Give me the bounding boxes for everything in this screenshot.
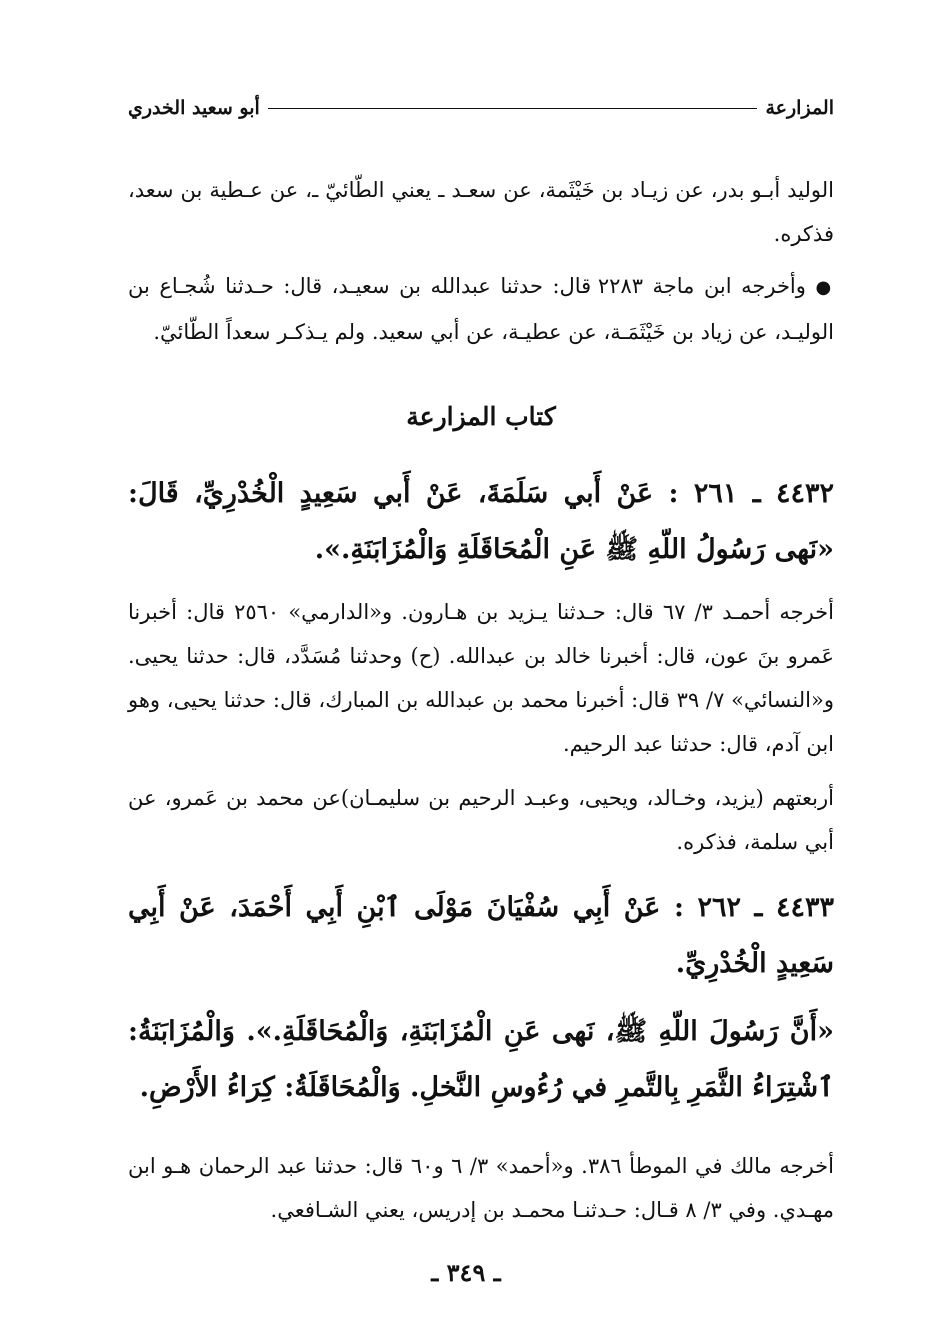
hadith-4433-matn xyxy=(128,1004,834,1116)
header-rule xyxy=(268,108,758,109)
paragraph-text: أخرجه أحمـد ٣/ ٦٧ قال: حـدثنا يـزيد بن هـارون. و«الدارمي» ٢٥٦٠ قال: أخبرنا عَمرو بنَ عون، قال: أخبرنا خالد بن عبدالله. (ح) وحدثنا مُسَدَّد، قال: حدثنا يحيى. و«النسائي» ٧/ ٣٩ قال: أخبرنا محمد بن عبدالله بن المبارك، قال: حدثنا يحيى، وهو ابن آدم، قال: حدثنا عبد الرحيم. xyxy=(128,600,834,756)
running-header xyxy=(128,92,834,124)
paragraph-chains-4432 xyxy=(128,776,834,864)
page-number: ـ ٣٤٩ ـ xyxy=(431,1258,501,1287)
paragraph-text: أربعتهم (يزيد، وخـالد، ويحيى، وعبـد الرحيم بن سليمـان)عن محمد بن عَمرو، عن أبي سلمة، فذكره. xyxy=(128,786,834,854)
paragraph-ibn-majah xyxy=(128,264,834,354)
paragraph-text: وأخرجه ابن ماجة ٢٢٨٣ قال: حدثنا عبدالله بن سعيـد، قال: حـدثنا شُجـاع بن الوليـد، عن زياد بن خَيْثَمَـة، عن عطيـة، عن أبي سعيد. ولم يـذكـر سعداً الطّائيّ. xyxy=(128,274,834,344)
hadith-text: ٤٤٣٢ ـ ٢٦١ : عَنْ أَبي سَلَمَةَ، عَنْ أَبي سَعِيدٍ الْخُدْرِيِّ، قَالَ: «نَهى رَسُولُ اللّهِ ﷺ عَنِ الْمُحَاقَلَةِ وَالْمُزَابَنَةِ.». xyxy=(128,478,834,565)
bullet-icon: ● xyxy=(815,277,834,298)
hadith-text: ٤٤٣٣ ـ ٢٦٢ : عَنْ أَبِي سُفْيَانَ مَوْلَى ٱبْنِ أَبِي أَحْمَدَ، عَنْ أَبِي سَعِيدٍ الْخُدْرِيِّ. xyxy=(128,892,834,979)
hadith-4432 xyxy=(128,466,834,578)
header-companion-name: أبو سعيد الخدري xyxy=(128,97,260,119)
paragraph-text: الوليد أبـو بدر، عن زيـاد بن خَيْثَمة، عن سعـد ـ يعني الطّائيّ ـ، عن عـطية بن سعد، فذكره. xyxy=(128,178,834,246)
paragraph-text: أخرجه مالك في الموطأ ٣٨٦. و«أحمد» ٣/ ٦ و٦٠ قال: حدثنا عبد الرحمان هـو ابن مهـدي. وفي ٣/ ٨ قـال: حـدثنـا محمـد بن إدريس، يعني الشـافعي. xyxy=(128,1154,834,1222)
header-chapter-title: المزارعة xyxy=(765,97,834,119)
paragraph-takhrij-4433 xyxy=(128,1144,834,1232)
section-title: كتاب المزارعة xyxy=(406,402,556,431)
paragraph-continuation xyxy=(128,168,834,256)
paragraph-takhrij-4432 xyxy=(128,590,834,766)
hadith-text: «أَنَّ رَسُولَ اللّهِ ﷺ، نَهى عَنِ الْمُزَابَنَةِ، وَالْمُحَاقَلَةِ.». وَالْمُزَابَنَةُ: ٱشْتِرَاءُ الثَّمَرِ بِالتَّمرِ في رُءُوسِ النَّخلِ. وَالْمُحَاقَلَةُ: كِرَاءُ الأَرْضِ. xyxy=(128,1016,834,1103)
hadith-4433-isnad xyxy=(128,880,834,992)
